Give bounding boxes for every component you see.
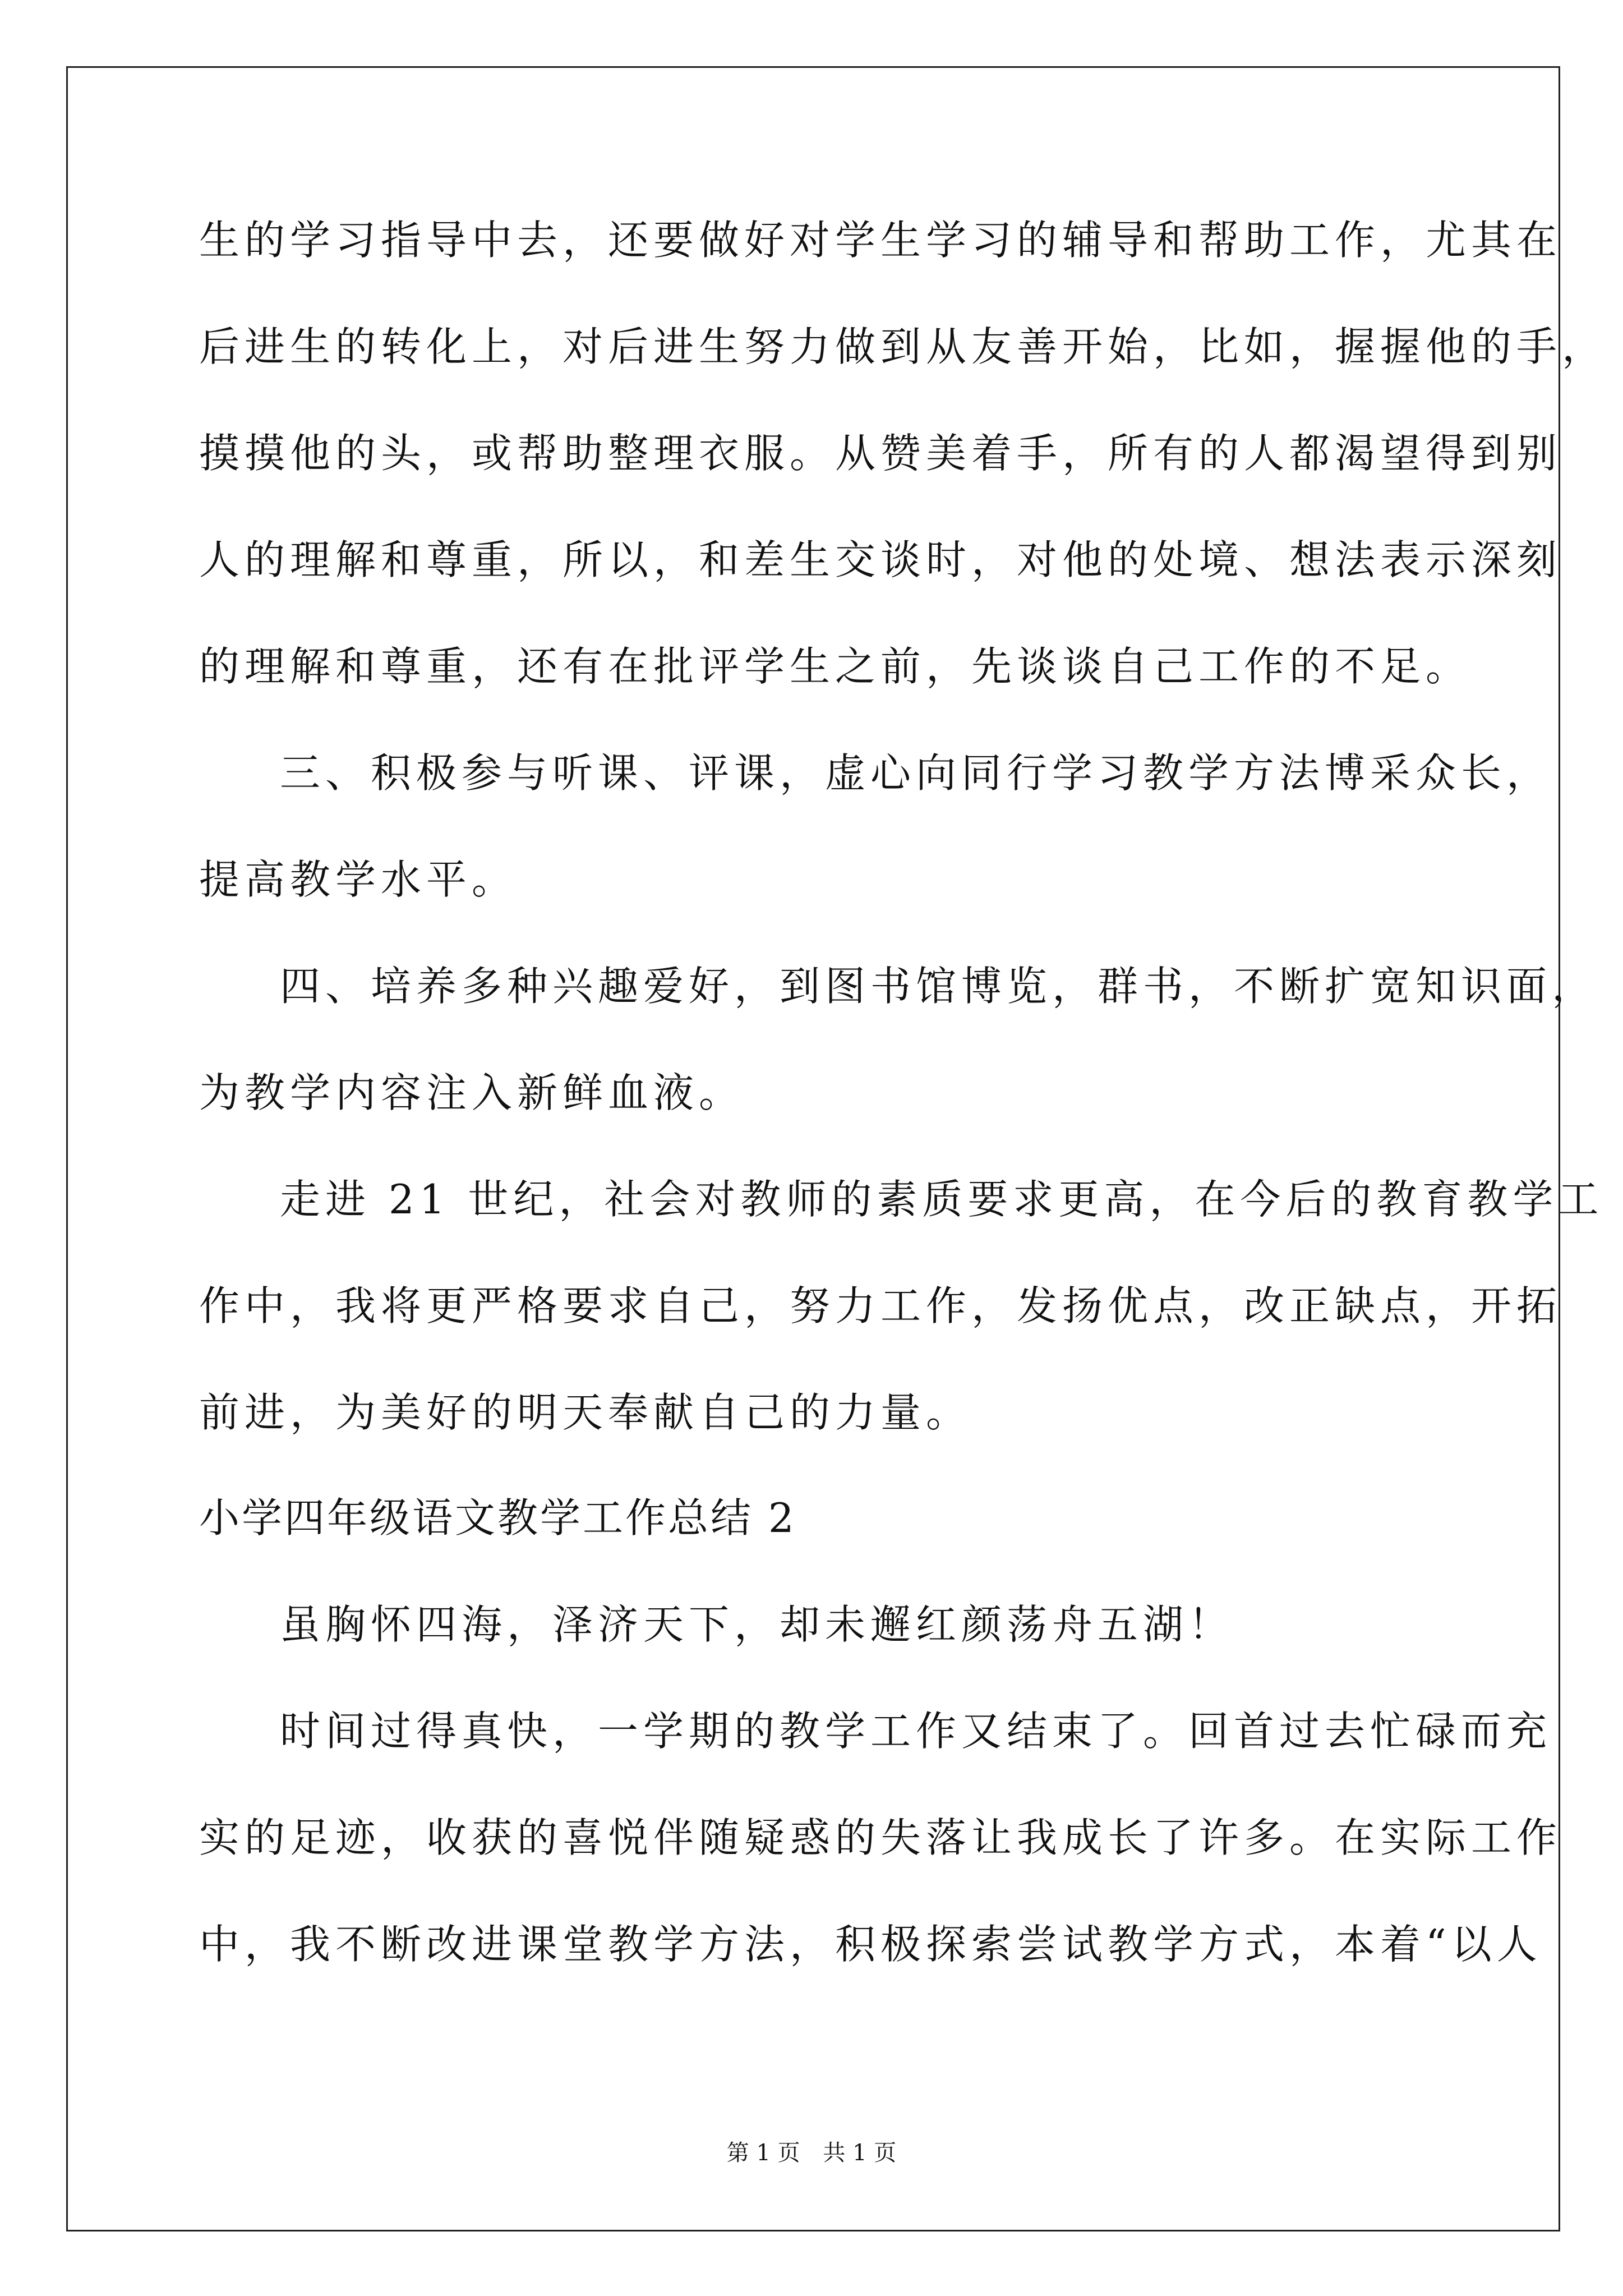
paragraph-start-line: 四、培养多种兴趣爱好，到图书馆博览，群书，不断扩宽知识面， xyxy=(280,963,1598,1010)
page-footer xyxy=(0,2138,1623,2168)
body-line: 生的学习指导中去，还要做好对学生学习的辅导和帮助工作，尤其在 xyxy=(199,217,1562,264)
paragraph-start-line: 虽胸怀四海，泽济天下，却未邂红颜荡舟五湖！ xyxy=(280,1601,1234,1648)
page-border xyxy=(66,66,1560,2231)
body-line: 摸摸他的头，或帮助整理衣服。从赞美着手，所有的人都渴望得到别 xyxy=(199,430,1562,477)
body-line: 实的足迹，收获的喜悦伴随疑惑的失落让我成长了许多。在实际工作 xyxy=(199,1814,1562,1861)
paragraph-start-line: 三、积极参与听课、评课，虚心向同行学习教学方法博采众长， xyxy=(280,749,1552,797)
body-line: 作中，我将更严格要求自己，努力工作，发扬优点，改正缺点，开拓 xyxy=(199,1282,1562,1329)
paragraph-start-line: 时间过得真快，一学期的教学工作又结束了。回首过去忙碌而充 xyxy=(280,1708,1552,1755)
body-line: 的理解和尊重，还有在批评学生之前，先谈谈自己工作的不足。 xyxy=(199,643,1472,690)
body-line: 提高教学水平。 xyxy=(199,856,518,903)
page-number: 第 1 页 xyxy=(726,2140,800,2166)
paragraph-start-line: 走进 21 世纪，社会对教师的素质要求更高，在今后的教育教学工 xyxy=(280,1176,1604,1223)
section-heading: 小学四年级语文教学工作总结 2 xyxy=(199,1494,796,1542)
body-line: 后进生的转化上，对后进生努力做到从友善开始，比如，握握他的手， xyxy=(199,323,1608,370)
body-line: 人的理解和尊重，所以，和差生交谈时，对他的处境、想法表示深刻 xyxy=(199,536,1562,583)
total-pages: 共 1 页 xyxy=(823,2140,897,2166)
body-line: 前进，为美好的明天奉献自己的力量。 xyxy=(199,1389,972,1436)
body-line: 中，我不断改进课堂教学方法，积极探索尝试教学方式，本着“以人 xyxy=(199,1921,1542,1968)
body-line: 为教学内容注入新鲜血液。 xyxy=(199,1069,745,1116)
